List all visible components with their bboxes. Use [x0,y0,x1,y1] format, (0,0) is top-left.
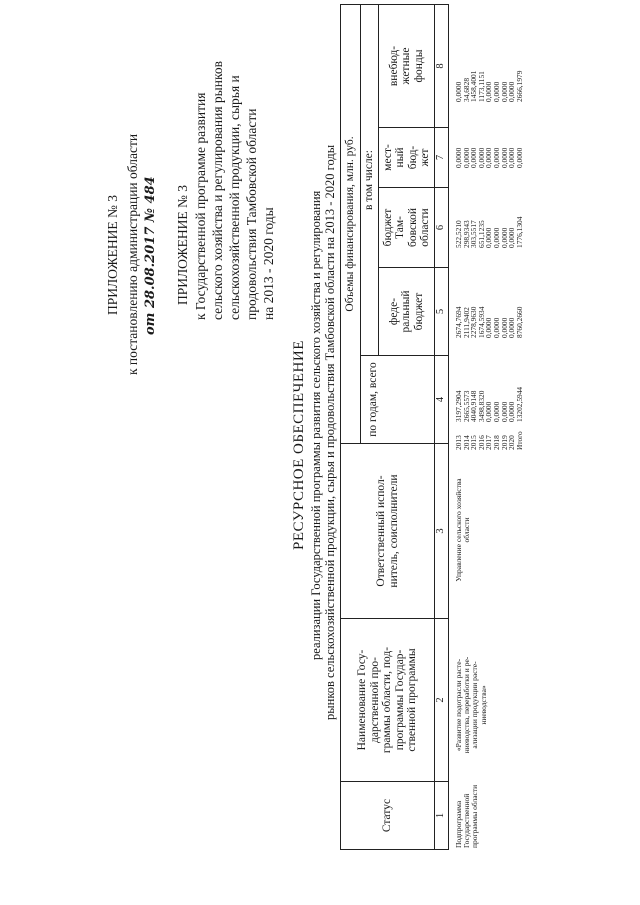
value-cell: 2111,9402 [461,307,471,338]
document-subtitle-line-1: реализации Государственной программы развития сельского хозяйства и регулирования [309,190,323,660]
year-cell: 2017 [484,435,494,450]
program-line-1: к Государственной программе развития [193,92,208,320]
by-year-header: по годам, всего [361,356,435,444]
local-budget-header: мест- ный бюд- жет [379,128,435,188]
row-status: Подпрограмма Государственной программы области [454,784,480,848]
value-cell: 0,0000 [461,147,471,168]
year-cell: 2019 [499,435,509,450]
value-cell: 3197,2904 [454,390,463,422]
value-cell: 0,0000 [484,401,494,422]
value-cell: 0,0000 [454,81,463,102]
value-cell: 303,5517 [469,220,479,248]
column-number: 7 [435,128,449,188]
column-number: 6 [435,188,449,268]
years-column [455,431,523,450]
value-cell: 0,0000 [507,227,517,248]
value-cell: 0,0000 [499,147,509,168]
value-cell: 3498,8320 [476,390,486,422]
value-cell: 0,0000 [484,317,494,338]
value-cell: 0,0000 [491,227,501,248]
appendix-title: ПРИЛОЖЕНИЕ № 3 [105,194,120,315]
value-cell: 0,0000 [484,147,494,168]
program-name-header: Наименование Госу- дарственной про- граммы области, под- программы Государ- ственной программы [341,619,435,782]
value-cell: 0,0000 [469,147,479,168]
value-cell: 0,0000 [491,147,501,168]
value-cell: 13202,5944 [514,386,524,422]
value-cell: 0,0000 [484,227,494,248]
executor-header: Ответственный испол- нитель, соисполнители [341,444,435,619]
column-number: 2 [435,619,449,782]
regional-column [455,217,523,248]
program-line-4: продовольствия Тамбовской области [244,108,259,320]
value-cell: 1173,1151 [476,71,486,102]
signature-date: от 28.08.2017 № 484 [143,176,158,335]
value-cell: 0,0000 [507,147,517,168]
program-line-3: сельскохозяйственной продукции, сырья и [227,75,242,320]
column-number: 1 [435,782,449,850]
local-column [455,148,523,168]
value-cell: 2665,5573 [461,390,471,422]
value-cell: 0,0000 [484,81,494,102]
program-appendix-title: ПРИЛОЖЕНИЕ № 3 [175,184,190,305]
row-executor: Управление сельского хозяйства области [454,478,472,582]
program-line-5: на 2013 - 2020 годы [261,207,276,320]
value-cell: 0,0000 [491,317,501,338]
including-header: в том числе: [361,5,379,356]
value-cell: 34,6828 [461,77,471,102]
column-number: 3 [435,444,449,619]
resource-table [340,4,449,850]
value-cell: 0,0000 [491,401,501,422]
row-program-name: «Развитие подотрасли расте- ниеводства, переработки и ре- ализации продукции расте- ниеводства» [454,656,488,754]
federal-column [455,307,523,338]
year-cell: 2016 [476,435,486,450]
value-cell: 2674,7694 [454,306,463,338]
column-number: 5 [435,268,449,356]
value-cell: 651,1235 [476,220,486,248]
value-cell: 1674,5934 [476,306,486,338]
value-cell: 2666,1979 [514,70,524,102]
decree-line: к постановлению администрации области [125,133,140,375]
value-cell: 0,0000 [507,81,517,102]
value-cell: 522,5210 [454,220,463,248]
year-cell: 2020 [507,435,517,450]
value-cell: 8760,2660 [514,306,524,338]
year-cell: 2014 [461,435,471,450]
value-cell: 0,0000 [514,147,524,168]
value-cell: 1776,1304 [514,216,524,248]
value-cell: 0,0000 [507,401,517,422]
year-cell: 2013 [454,435,463,450]
column-number: 4 [435,356,449,444]
document-title: РЕСУРСНОЕ ОБЕСПЕЧЕНИЕ [291,340,307,550]
value-cell: 2278,9630 [469,306,479,338]
document-subtitle-line-2: рынков сельскохозяйственной продукции, сырья и продовольствия Тамбовской области на 2013 - 2020 годы [323,144,337,720]
program-line-2: сельского хозяйства и регулирования рынков [210,61,225,320]
value-cell: 0,0000 [507,317,517,338]
year-cell: Итого [514,431,524,450]
status-header: Статус [341,782,435,850]
column-number: 8 [435,5,449,128]
extrabudgetary-header: внебюд- жетные фонды [379,5,435,128]
total-column [455,387,523,422]
regional-budget-header: бюджет Там- бовской области [379,188,435,268]
federal-budget-header: феде- ральный бюджет [379,268,435,356]
funding-header: Объемы финансирования, млн. руб. [341,5,361,444]
year-cell: 2018 [491,435,501,450]
extrabudgetary-column [455,71,523,102]
value-cell: 1458,4001 [469,70,479,102]
value-cell: 0,0000 [476,147,486,168]
value-cell: 0,0000 [499,81,509,102]
value-cell: 0,0000 [499,317,509,338]
value-cell: 0,0000 [499,227,509,248]
year-cell: 2015 [469,435,479,450]
value-cell: 0,0000 [491,81,501,102]
value-cell: 298,9343 [461,220,471,248]
value-cell: 0,0000 [499,401,509,422]
value-cell: 0,0000 [454,147,463,168]
value-cell: 4040,9148 [469,390,479,422]
